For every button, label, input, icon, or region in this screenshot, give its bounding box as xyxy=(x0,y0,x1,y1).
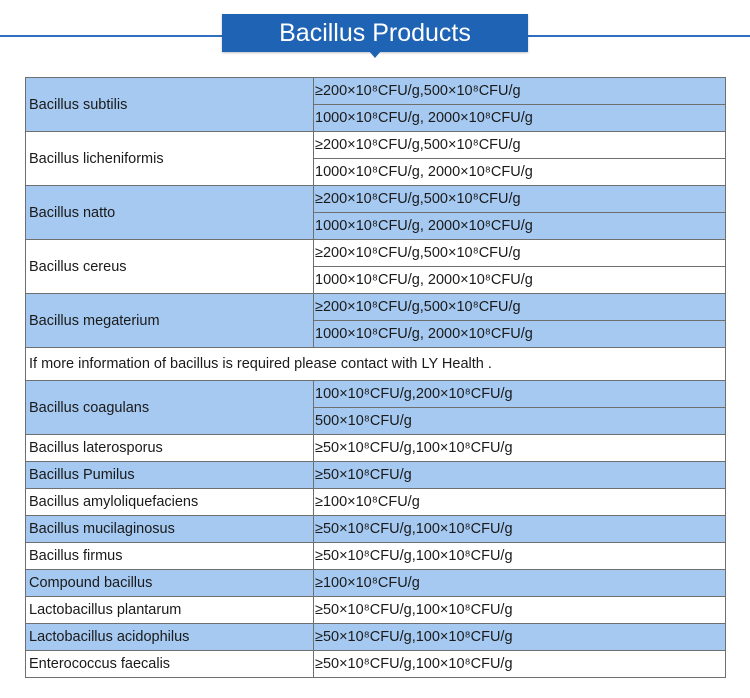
product-spec: 100×10⁸CFU/g,200×10⁸CFU/g xyxy=(314,381,726,408)
product-name: Bacillus cereus xyxy=(26,240,314,294)
table-row xyxy=(26,543,726,570)
table-row xyxy=(26,462,726,489)
table-row xyxy=(26,624,726,651)
table-row xyxy=(26,78,726,105)
table-row xyxy=(26,132,726,159)
table-row xyxy=(26,651,726,678)
table-row xyxy=(26,186,726,213)
table-row xyxy=(26,597,726,624)
product-spec: ≥200×10⁸CFU/g,500×10⁸CFU/g xyxy=(314,78,726,105)
product-spec: ≥50×10⁸CFU/g,100×10⁸CFU/g xyxy=(314,651,726,678)
product-name: Bacillus natto xyxy=(26,186,314,240)
product-name: Enterococcus faecalis xyxy=(26,651,314,678)
product-spec: ≥50×10⁸CFU/g xyxy=(314,462,726,489)
header-rule-left xyxy=(0,35,222,37)
section-header xyxy=(0,14,750,58)
banner-pointer xyxy=(369,51,381,58)
table-row xyxy=(26,348,726,381)
page-title: Bacillus Products xyxy=(222,14,528,52)
product-spec: 1000×10⁸CFU/g, 2000×10⁸CFU/g xyxy=(314,159,726,186)
product-name: Bacillus licheniformis xyxy=(26,132,314,186)
product-spec: 1000×10⁸CFU/g, 2000×10⁸CFU/g xyxy=(314,105,726,132)
product-name: Bacillus megaterium xyxy=(26,294,314,348)
product-spec: 1000×10⁸CFU/g, 2000×10⁸CFU/g xyxy=(314,267,726,294)
product-spec: ≥50×10⁸CFU/g,100×10⁸CFU/g xyxy=(314,597,726,624)
product-name: Bacillus Pumilus xyxy=(26,462,314,489)
header-rule-right xyxy=(528,35,750,37)
table-row xyxy=(26,240,726,267)
product-name: Bacillus firmus xyxy=(26,543,314,570)
product-spec: ≥50×10⁸CFU/g,100×10⁸CFU/g xyxy=(314,543,726,570)
table-row xyxy=(26,381,726,408)
product-spec: 1000×10⁸CFU/g, 2000×10⁸CFU/g xyxy=(314,321,726,348)
product-name: Lactobacillus plantarum xyxy=(26,597,314,624)
product-spec: ≥50×10⁸CFU/g,100×10⁸CFU/g xyxy=(314,516,726,543)
product-name: Lactobacillus acidophilus xyxy=(26,624,314,651)
product-spec: ≥200×10⁸CFU/g,500×10⁸CFU/g xyxy=(314,132,726,159)
product-spec: ≥50×10⁸CFU/g,100×10⁸CFU/g xyxy=(314,624,726,651)
product-spec: 1000×10⁸CFU/g, 2000×10⁸CFU/g xyxy=(314,213,726,240)
product-spec: ≥100×10⁸CFU/g xyxy=(314,489,726,516)
product-spec: ≥50×10⁸CFU/g,100×10⁸CFU/g xyxy=(314,435,726,462)
product-name: Bacillus mucilaginosus xyxy=(26,516,314,543)
product-name: Bacillus amyloliquefaciens xyxy=(26,489,314,516)
product-spec: ≥100×10⁸CFU/g xyxy=(314,570,726,597)
product-name: Bacillus subtilis xyxy=(26,78,314,132)
table-row xyxy=(26,435,726,462)
products-table xyxy=(25,77,726,678)
product-name: Bacillus laterosporus xyxy=(26,435,314,462)
product-name: Compound bacillus xyxy=(26,570,314,597)
table-row xyxy=(26,570,726,597)
contact-note: If more information of bacillus is required please contact with LY Health . xyxy=(26,348,726,381)
product-spec: ≥200×10⁸CFU/g,500×10⁸CFU/g xyxy=(314,240,726,267)
table-row xyxy=(26,294,726,321)
product-spec: ≥200×10⁸CFU/g,500×10⁸CFU/g xyxy=(314,294,726,321)
product-spec: 500×10⁸CFU/g xyxy=(314,408,726,435)
table-row xyxy=(26,516,726,543)
product-spec: ≥200×10⁸CFU/g,500×10⁸CFU/g xyxy=(314,186,726,213)
product-name: Bacillus coagulans xyxy=(26,381,314,435)
table-row xyxy=(26,489,726,516)
